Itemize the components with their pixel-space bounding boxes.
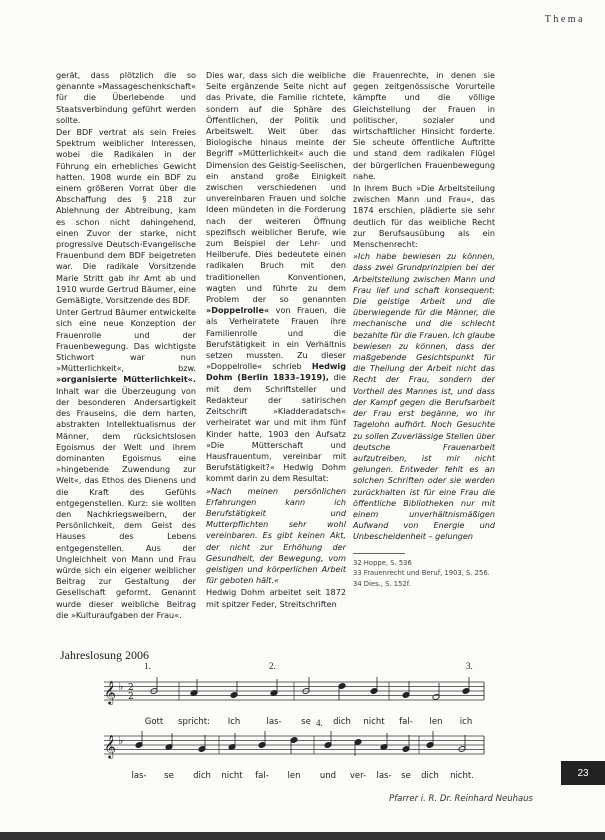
lyric-syllable: dich <box>193 771 211 781</box>
quote-text: »Ich habe bewiesen zu können, dass zwei Grundprinzipien bei der Arbeitsteilung zwischen Mann und Frau lief und schaft konsequent: Die geistige Arbeit und die überwiegende für die Männer, die mechanische und die schlecht bezahlte für die Frauen. Ich glaube bewiesen zu können, dass der maßgebende Gesichtspunkt für die Theilung der Arbeit nicht das Recht der Frau, sondern der Vortheil des Mannes ist, und dass der Kampf gegen die Berufsarbeit der Frau erst begänne, wo ihr Tagelohn aufhört. Noch Gesuchte zu sollen Zuverlässige Stellen über deutsche Frauenarbeit aufzutreiben, ist mir nicht gelungen. Entweder fehlt es an solchen Schriften oder sie werden zurückhalten ist für eine Frau die öffentliche Bibliotheken nur mit einem unverhältnismäßigen Aufwand von Energie und Unbescheidenheit – gelungen <box>353 251 495 542</box>
paragraph <box>56 307 196 621</box>
lyric-syllable: ich <box>459 717 473 727</box>
footnote: 32 Hoppe, S. 536 <box>353 558 412 567</box>
lyric-syllable: nicht <box>363 717 385 727</box>
section-mark: 3. <box>466 661 473 671</box>
text-column-3 <box>353 70 495 590</box>
section-header: Thema <box>544 14 585 25</box>
page-number: 23 <box>561 761 605 785</box>
lyric-syllable: las- <box>376 771 392 781</box>
paragraph-text: Unter Gertrud Bäumer entwickelte sich eine neue Konzeption der Frauenrolle und der Frauenbewegung. Das wichtigste Stichwort war nun »Mütterlichkeit«, bzw. <box>56 307 196 374</box>
lyric-syllable: len <box>287 771 301 781</box>
time-signature-icon: 2 <box>128 683 134 693</box>
lyric-syllable: Ich <box>227 717 241 727</box>
footnote-divider <box>353 553 405 554</box>
quote-text: »Nach meinen persönlichen Erfahrungen kann ich Berufstätigkeit und Mutterpflichten sehr wohl vereinbaren. Es gibt keinen Akt, der nicht zur Erhöhung der Gesundheit, der Bewegung, vom geistigen und körperlichen Arbeit für geboten hält.« <box>206 485 346 586</box>
paragraph: Hedwig Dohm arbeitet seit 1872 mit spitzer Feder, Streitschriften <box>206 587 346 609</box>
emphasis-text: »Doppelrolle« <box>206 305 270 316</box>
lyric-syllable: se <box>301 717 311 727</box>
paragraph: die Frauenrechte, in denen sie gegen zeitgenössische Vorurteile kämpfte und die völlige Gleichstellung der Frauen in politischer, sozialer und wirtschaftlicher Hinsicht forderte. Sie scheute öffentliche Auftritte und stand dem radikalen Flügel der bürgerlichen Frauenbewegung nahe. <box>353 70 495 181</box>
paragraph-text: Dies war, dass sich die weibliche Seite ergänzende Seite nicht auf das Private, die Familie richtete, sondern auf die Sphäre des Öffentlichen, der Politik und Arbeitswelt. Weit über das Biologische hinaus meinte der Begriff »Mütterlichkeit« auch die Dimension des Geistig-Seelischen, ein anstand große Einigkeit zwischen verschiedenen und unvereinbaren Frauen und solche Ideen mündeten in die Forderung nach der weiteren Öffnung spezifisch weiblicher Berufe, wie zum Beispiel der Lehr- und Heilberufe. Dies bedeutete einen radikalen Bruch mit den traditionellen Konventionen, wagten und führte zu dem Problem der so genannten <box>206 70 346 305</box>
person-name: Hedwig Dohm (Berlin 1833–1919), <box>206 361 346 383</box>
paragraph-text: die mit dem Schriftsteller und Redakteur der satirischen Zeitschrift »Kladderadatsch« verheiratet war und mit ihm fünf Kinder hatte, 1903 den Aufsatz »Die Mütterschaft und Hausfrauentum, vereinbar mit Berufstätigkeit?« Hedwig Dohm kommt darin zu dem Resultat: <box>206 372 346 484</box>
lyric-syllable: spricht: <box>178 717 210 727</box>
lyric-syllable: las- <box>131 771 147 781</box>
section-mark: 4. <box>316 718 323 728</box>
paragraph: In ihrem Buch »Die Arbeitsteilung zwischen Mann und Frau«, das 1874 erschien, plädierte sie sehr deutlich für das weibliche Recht zur Berufsausübung als ein Menschenrecht: <box>353 183 495 250</box>
lyric-syllable: se <box>401 771 411 781</box>
lyric-syllable: se <box>164 771 174 781</box>
lyric-syllable: fal- <box>255 771 269 781</box>
section-mark: 1. <box>144 661 151 671</box>
sheet-music <box>84 660 494 790</box>
paragraph-text: von Frauen, die als Verheiratete Frauen ihre Familienrolle und die Berufstätigkeit in ein Verhältnis setzen mussten. Zu dieser »Doppelrolle« schrieb <box>206 305 346 372</box>
lyric-syllable: fal- <box>399 717 413 727</box>
quote <box>353 251 495 542</box>
paragraph-text: Inhalt war die Überzeugung von der besonderen Andersartigkeit des Frauseins, die dem harten, abstrakten Intellektualismus der Männer, dem rücksichtslosen Egoismus der Welt und ihrem dominanten Egoismus eine »hingebende Zuwendung zur Welt«, das Ethos des Dienens und die Kraft des Gefühls entgegenstellen. Kurz: sie wollten den Nachkriegsweibern, der Persönlichkeit, dem Geist des Hauses des Lebens entgegenstellen. Aus der Ungleichheit von Mann und Frau würde sich ein eigener weiblicher Beitrag zur Gestaltung der Gesellschaft geformt. Genannt wurde dieser weibliche Beitrag die »Kulturaufgaben der Frau«. <box>56 385 196 620</box>
paragraph: gerät, dass plötzlich die so genannte »Massageschenkschaft« für die Überlebende und Staatsverbindung geführt werden sollte. <box>56 70 196 125</box>
lyric-syllable: dich <box>333 717 351 727</box>
lyric-syllable: nicht. <box>450 771 474 781</box>
section-mark: 2. <box>269 661 276 671</box>
paragraph: Der BDF vertrat als sein Freies Spektrum weiblicher Interessen, wobei die Radikalen in der Führung ein erhebliches Gewicht hatten. 1908 wurde ein BDF zu einem größeren Vorrat über die Abschaffung des § 218 zur Ablehnung der Abtreibung, kam es schon nicht dahingehend, einen Zuvor der starke, nicht progressive Deutsch-Evangelische Frauenbund dem BDF beigetreten war. Die radikale Vorsitzende Marie Stritt gab ihr Amt ab und 1910 wurde Gertrud Bäumer, eine Gemäßigte, Vorsitzende des BDF. <box>56 127 196 306</box>
lyric-syllable: len <box>429 717 443 727</box>
music-title: Jahreslosung 2006 <box>60 648 149 662</box>
footnote: 34 Dies., S. 152f. <box>353 579 411 588</box>
author-credit: Pfarrer i. R. Dr. Reinhard Neuhaus <box>389 794 533 804</box>
footnote: 33 Frauenrecht und Beruf, 1903, S. 256. <box>353 569 490 578</box>
lyric-syllable: ver- <box>349 771 367 781</box>
flat-key-signature-icon: ♭ <box>118 680 124 693</box>
quote <box>206 486 346 587</box>
lyric-syllable: nicht <box>221 771 243 781</box>
treble-clef-icon: 𝄞 <box>104 734 116 758</box>
text-column-2 <box>206 70 346 611</box>
lyric-syllable: dich <box>421 771 439 781</box>
flat-key-signature-icon: ♭ <box>118 734 124 747</box>
paragraph <box>206 70 346 485</box>
emphasis-text: »organisierte Mütterlichkeit«. <box>56 374 196 385</box>
treble-clef-icon: 𝄞 <box>104 680 116 704</box>
time-signature-icon: 2 <box>128 692 134 702</box>
bottom-bar <box>0 832 605 840</box>
lyric-syllable: las- <box>266 717 282 727</box>
lyric-syllable: Gott <box>144 717 164 727</box>
text-column-1 <box>56 70 196 622</box>
lyric-syllable: und <box>319 771 337 781</box>
